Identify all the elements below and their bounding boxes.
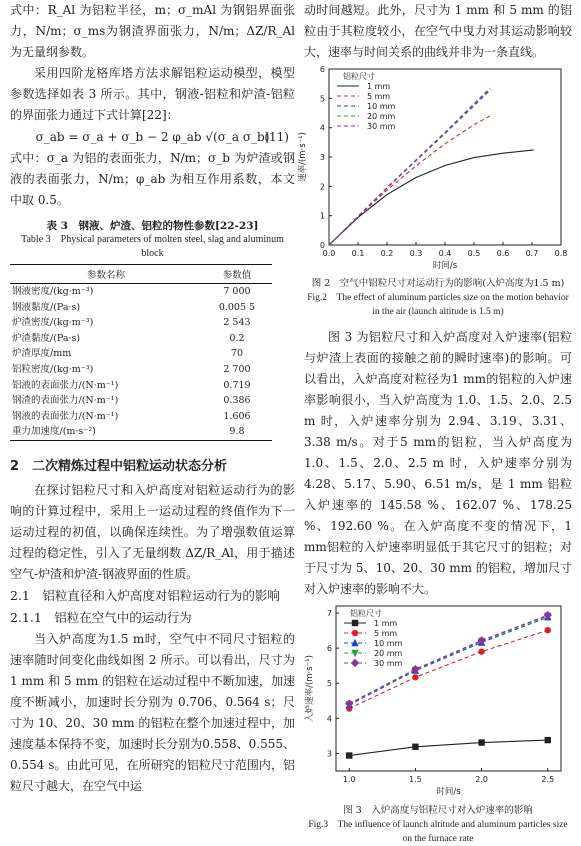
plot-frame bbox=[336, 606, 561, 771]
parameter-table bbox=[10, 264, 272, 441]
paragraph-continuation: 动时间越短。此外，尺寸为 1 mm 和 5 mm 的铝粒由于其粒度较小，在空气中曳力对其运动影响较大，速率与时间关系的曲线并非为一条直线。 bbox=[304, 3, 572, 59]
legend-label: 20 mm bbox=[367, 112, 396, 121]
paragraph-equation-notes: 式中：σ_a 为铝的表面张力，N/m；σ_b 为炉渣或钢液的表面张力，N/m；φ_ab 为相互作用系数，本文中取 0.5。 bbox=[10, 151, 295, 207]
table-row bbox=[10, 362, 272, 378]
y-axis-label: 入炉速率/(m·s⁻¹) bbox=[305, 655, 315, 722]
data-point bbox=[478, 648, 484, 654]
table-body bbox=[10, 284, 272, 441]
x-tick-label: 1.5 bbox=[409, 775, 422, 784]
param-value: 9.8 bbox=[202, 424, 272, 440]
legend-label: 1 mm bbox=[374, 619, 398, 628]
param-value: 2 543 bbox=[223, 317, 251, 329]
x-tick-label: 0.0 bbox=[322, 249, 336, 258]
table-header-value: 参数值 bbox=[202, 265, 272, 284]
table-row bbox=[10, 300, 272, 316]
table-row bbox=[10, 378, 272, 394]
figure-2-caption-cn: 图 2 空气中铝粒尺寸对运动行为的影响(入炉高度为1.5 m) bbox=[311, 278, 565, 289]
param-value: 1.606 bbox=[223, 410, 251, 422]
table-row bbox=[10, 409, 272, 425]
y-tick-label: 4 bbox=[319, 123, 325, 133]
y-tick-label: 7 bbox=[326, 609, 332, 619]
param-value: 7 000 bbox=[223, 286, 251, 297]
x-tick-label: 0.6 bbox=[496, 249, 510, 258]
x-axis-label: 时间/s bbox=[436, 787, 461, 797]
data-point bbox=[412, 744, 418, 750]
y-axis-label: 速率/(m·s⁻¹) bbox=[298, 132, 308, 182]
series-line-1mm bbox=[349, 740, 548, 755]
x-axis-label: 时间/s bbox=[432, 261, 458, 271]
param-value: 70 bbox=[230, 348, 243, 360]
table-row bbox=[10, 424, 272, 440]
paragraph-section2: 在探讨铝粒尺寸和入炉高度对铝粒运动行为的影响的计算过程中，采用上一运动过程的终值作为下一运动过程的初值，以确保连续性。为了增强数值运算过程的稳定性，引入了无量纲数 ΔZ/R_Al，用于描述空气-炉渣和炉渣-钢液界面的性质。 bbox=[10, 482, 295, 581]
param-name: 铝粒密度/(kg·m⁻³) bbox=[12, 363, 94, 375]
y-tick-label: 1 bbox=[319, 211, 325, 221]
param-name: 钢液黏度/(Pa·s) bbox=[12, 301, 81, 313]
x-tick-label: 0.3 bbox=[409, 249, 423, 258]
data-point bbox=[544, 611, 552, 619]
series-line-5mm bbox=[329, 114, 493, 245]
param-name: 铝液的表面张力/(N·m⁻¹) bbox=[12, 379, 119, 391]
x-tick-label: 0.1 bbox=[351, 249, 365, 258]
figure-2-caption-en: Fig.2 The effect of aluminum particles size on the motion behavior in the air (launch altitude is 1.5 m) bbox=[307, 293, 569, 317]
table-header-name: 参数名称 bbox=[10, 265, 202, 284]
data-point bbox=[545, 737, 551, 743]
y-tick-label: 6 bbox=[319, 65, 325, 74]
section-2-1-1-heading: 2.1.1 铝粒在空气中的运动行为 bbox=[10, 609, 192, 625]
legend-title: 铝粒尺寸 bbox=[343, 72, 375, 81]
table-row bbox=[10, 346, 272, 362]
figure-3 bbox=[304, 600, 572, 846]
legend-marker bbox=[352, 620, 358, 626]
legend-label: 5 mm bbox=[367, 92, 391, 101]
paragraph-fig3-discussion: 图 3 为铝粒尺寸和入炉高度对入炉速率(铝粒与炉渣上表面的接触之前的瞬时速率)的影响。可以看出，入炉高度对粒径为1 mm的铝粒的入炉速率影响很小，当入炉高度为 1.0、1.5、2.0、2.5 m 时，入炉速率分别为 2.94、3.19、3.31、3.38 m/s。对于5 mm的铝粒，当入炉高度为 1.0、1.5、2.0、2.5 m 时，入炉速率分别为 4.28、5.17、5.90、6.51 m/s，是 1 mm 铝粒入炉速率的 145.58 %、162.07 %、178.25 %、192.60 %。在入炉高度不变的情况下，1 mm铝粒的入炉速率明显低于其它尺寸的铝粒；对于尺寸为 5、10、20、30 mm 的铝粒，增加尺寸对入炉速率的影响不大。 bbox=[304, 330, 572, 596]
x-tick-label: 2.5 bbox=[541, 775, 555, 784]
x-tick-label: 0.8 bbox=[554, 249, 568, 258]
legend-label: 20 mm bbox=[374, 649, 403, 658]
param-value: 0.386 bbox=[223, 395, 251, 407]
y-tick-label: 3 bbox=[319, 153, 325, 162]
legend-marker bbox=[352, 630, 358, 636]
legend-label: 10 mm bbox=[374, 639, 403, 648]
paragraph-symbols: 式中：R_Al 为铝粒半径，m；σ_mAl 为钢铝界面张力，N/m；σ_ms为钢渣界面张力，N/m；ΔZ/R_Al 为无量纲参数。 bbox=[10, 3, 295, 59]
equation-number: (11) bbox=[264, 130, 289, 144]
x-tick-label: 0.4 bbox=[438, 249, 452, 258]
y-tick-label: 2 bbox=[319, 182, 325, 192]
section-2-1-heading: 2.1 铝粒直径和入炉高度对铝粒运动行为的影响 bbox=[10, 587, 280, 603]
param-value: 0.2 bbox=[229, 332, 245, 344]
param-name: 炉渣密度/(kg·m⁻³) bbox=[12, 317, 94, 329]
y-tick-label: 6 bbox=[326, 644, 332, 654]
paragraph-air-motion: 当入炉高度为1.5 m时，空气中不同尺寸铝粒的速率随时间变化曲线如图 2 所示。可以看出，尺寸为 1 mm 和 5 mm 的铝粒在运动过程中不断加速，加速度不断减小，加速时长分别为 0.706、0.564 s；尺寸为 10、20、30 mm 的铝粒在整个加速过程中，加速度基本保持不变，加速时长分别为0.558、0.555、0.554 s。由此可见，在所研究的铝粒尺寸范围内，铝粒尺寸越大，在空气中运 bbox=[10, 631, 295, 793]
data-point bbox=[346, 752, 352, 758]
series-line-1mm bbox=[329, 150, 534, 245]
param-name: 炉渣黏度/(Pa·s) bbox=[12, 332, 81, 344]
y-tick-label: 5 bbox=[326, 679, 332, 689]
table-row bbox=[10, 315, 272, 331]
right-column bbox=[298, 0, 572, 846]
data-point bbox=[545, 627, 551, 633]
legend-label: 30 mm bbox=[374, 659, 403, 668]
param-value: 2 700 bbox=[223, 363, 251, 375]
data-point bbox=[412, 674, 418, 680]
param-value: 0.005 5 bbox=[218, 301, 256, 313]
table-row bbox=[10, 393, 272, 409]
legend-label: 10 mm bbox=[367, 102, 396, 111]
y-tick-label: 0 bbox=[319, 241, 325, 250]
x-tick-label: 1.0 bbox=[342, 775, 356, 784]
param-name: 钢液密度/(kg·m⁻³) bbox=[12, 286, 94, 297]
x-tick-label: 2.0 bbox=[475, 775, 488, 784]
y-tick-label: 4 bbox=[326, 714, 332, 724]
param-value: 0.719 bbox=[223, 379, 251, 391]
param-name: 钢液的表面张力/(N·m⁻¹) bbox=[12, 410, 119, 422]
table-row bbox=[10, 284, 272, 300]
param-name: 钢渣的表面张力/(N·m⁻¹) bbox=[12, 395, 119, 407]
table-row bbox=[10, 331, 272, 347]
param-name: 炉渣厚度/mm bbox=[12, 348, 72, 360]
legend-title: 铝粒尺寸 bbox=[350, 609, 382, 618]
figure-3-chart bbox=[304, 600, 572, 800]
y-tick-label: 5 bbox=[319, 94, 325, 104]
plot-frame bbox=[329, 69, 561, 245]
legend-label: 5 mm bbox=[374, 629, 398, 638]
equation-11 bbox=[10, 126, 295, 148]
table-caption-en: Table 3 Physical parameters of molten steel, slag and aluminum block bbox=[21, 234, 284, 259]
x-tick-label: 0.7 bbox=[525, 249, 539, 258]
figure-3-caption-cn: 图 3 入炉高度与铝粒尺寸对入炉速率的影响 bbox=[343, 805, 533, 816]
legend-label: 30 mm bbox=[367, 122, 396, 131]
table-caption-cn: 表 3 钢液、炉渣、铝粒的物性参数[22-23] bbox=[46, 220, 259, 232]
x-tick-label: 0.5 bbox=[467, 249, 481, 258]
figure-2-chart bbox=[298, 63, 572, 273]
param-name: 重力加速度/(m·s⁻²) bbox=[10, 424, 202, 440]
left-column bbox=[10, 0, 295, 797]
y-tick-label: 3 bbox=[326, 749, 332, 759]
equation-body: σ_ab = σ_a + σ_b − 2 φ_ab √(σ_a σ_b) bbox=[35, 130, 270, 144]
paragraph-model: 采用四阶龙格库塔方法求解铝粒运动模型，模型参数选择如表 3 所示。其中，钢液-铝粒和炉渣-铝粒的界面张力通过下式计算[22]： bbox=[10, 66, 295, 122]
legend-label: 1 mm bbox=[367, 82, 391, 91]
x-tick-label: 0.2 bbox=[380, 249, 394, 258]
figure-2 bbox=[298, 63, 572, 319]
legend-marker bbox=[351, 659, 359, 667]
data-point bbox=[478, 739, 484, 745]
section-2-heading: 2 二次精炼过程中铝粒运动状态分析 bbox=[10, 458, 228, 474]
figure-3-caption-en: Fig.3 The influence of launch altitude and aluminum particles size on the furnace rate bbox=[308, 820, 568, 844]
